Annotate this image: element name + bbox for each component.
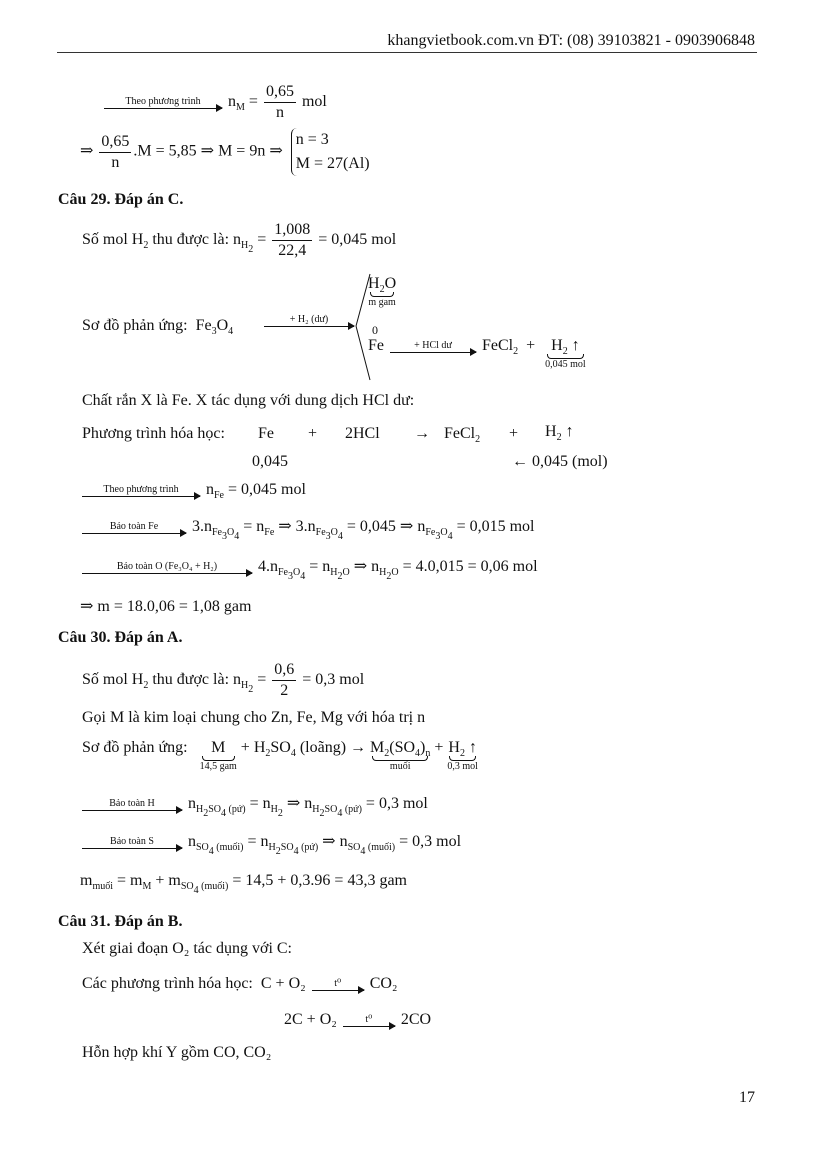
q28-line1: Theo phương trình $n_M$ = $\frac{0,65}{n}$ mol	[102, 82, 327, 123]
q29-zero: 0	[372, 323, 378, 337]
q29-h2-arrow: + H₂ (dư)	[262, 312, 356, 328]
q29-eq2-left: 0,045	[252, 453, 288, 470]
page-header: khangvietbook.com.vn ĐT: (08) 39103821 - 0903906848	[387, 32, 755, 49]
q29-solid: Chất rắn X là Fe. X tác dụng với dung dịch HCl dư:	[82, 392, 415, 409]
q31-stage: Xét giai đoạn O₂ tác dụng với C:	[82, 940, 292, 957]
header-rule	[57, 52, 757, 53]
q30-goi: Gọi M là kim loại chung cho Zn, Fe, Mg với hóa trị n	[82, 709, 426, 726]
eq-hcl: 2HCl	[345, 425, 380, 442]
eq-h2: $H_2$ ↑	[545, 423, 574, 443]
q29-r3: Bảo toàn O (Fe₃O₄ + H₂) $4.n_{Fe_3O_4} = n_{H_2O}$ ⇒ $n_{H_2O} = 4.0,015 = 0,06$ mol	[80, 559, 538, 577]
q31-eq2: 2C + O₂ t⁰ 2CO	[284, 1011, 432, 1028]
q30-r1: Bảo toàn H $n_{H_2SO_4 (pứ)} = n_{H_2}$ ⇒ $n_{H_2SO_4 (pứ)} = 0,3$ mol	[80, 796, 428, 814]
q29-r1: Theo phương trình $n_{Fe} = 0,045$ mol	[80, 482, 306, 498]
q28-line2: ⇒ $\frac{0,65}{n}$ .M = 5,85 ⇒ M = 9n ⇒ n = 3 M = 27(Al)	[80, 128, 370, 176]
page-number: 17	[739, 1089, 755, 1106]
q31-mix: Hỗn hợp khí Y gồm CO, CO₂	[82, 1044, 272, 1061]
q29-h2o: $H_2O$ m gam	[368, 275, 397, 308]
q30-scheme: Sơ đồ phản ứng: M 14,5 gam + $H_2SO_4$ (loãng) → $M_2(SO_4)_n$ muối + $H_2$ ↑ 0,3 mol	[82, 739, 478, 772]
q29-fe-line: Fe + HCl dư FeCl$_2$ + $H_2$ ↑ 0,045 mol	[368, 337, 586, 370]
q30-r2: Bảo toàn S $n_{SO_4 (muối)} = n_{H_2SO_4 (pứ)}$ ⇒ $n_{SO_4 (muối)} = 0,3$ mol	[80, 834, 461, 852]
q30-title: Câu 30. Đáp án A.	[58, 629, 183, 646]
eq-plus2: +	[509, 425, 519, 442]
eq-arrow: →	[414, 425, 430, 442]
q29-title: Câu 29. Đáp án C.	[58, 191, 184, 208]
eq-fe: Fe	[258, 425, 274, 442]
q29-pthh: Phương trình hóa học:	[82, 425, 225, 442]
q29-r2: Bảo toàn Fe $3.n_{Fe_3O_4} = n_{Fe}$ ⇒ $3.n_{Fe_3O_4} = 0,045$ ⇒ $n_{Fe_3O_4} = 0,015$ mol	[80, 519, 535, 537]
q30-mol: Số mol $H_2$ thu được là: $n_{H_2}$ = $\frac{0,6}{2}$ = 0,3 mol	[82, 661, 365, 699]
q30-r3: $m_{muối} = m_M + m_{SO_4 (muối)} = 14,5 + 0,3.96 = 43,3$ gam	[80, 872, 407, 896]
q29-eq2-right: ← 0,045 (mol)	[512, 453, 608, 470]
q31-eq1: Các phương trình hóa học: C + O₂ t⁰ CO₂	[82, 975, 398, 992]
eq-plus1: +	[308, 425, 318, 442]
q29-scheme-label: Sơ đồ phản ứng: $Fe_3O_4$	[82, 317, 234, 337]
eq-fecl2: FeCl$_2$	[444, 425, 481, 445]
q29-mol: Số mol $H_2$ thu được là: $n_{H_2}$ = $\frac{1,008}{22,4}$ = 0,045 mol	[82, 221, 397, 259]
q31-title: Câu 31. Đáp án B.	[58, 913, 183, 930]
q29-r4: ⇒ m = 18.0,06 = 1,08 gam	[80, 598, 252, 615]
